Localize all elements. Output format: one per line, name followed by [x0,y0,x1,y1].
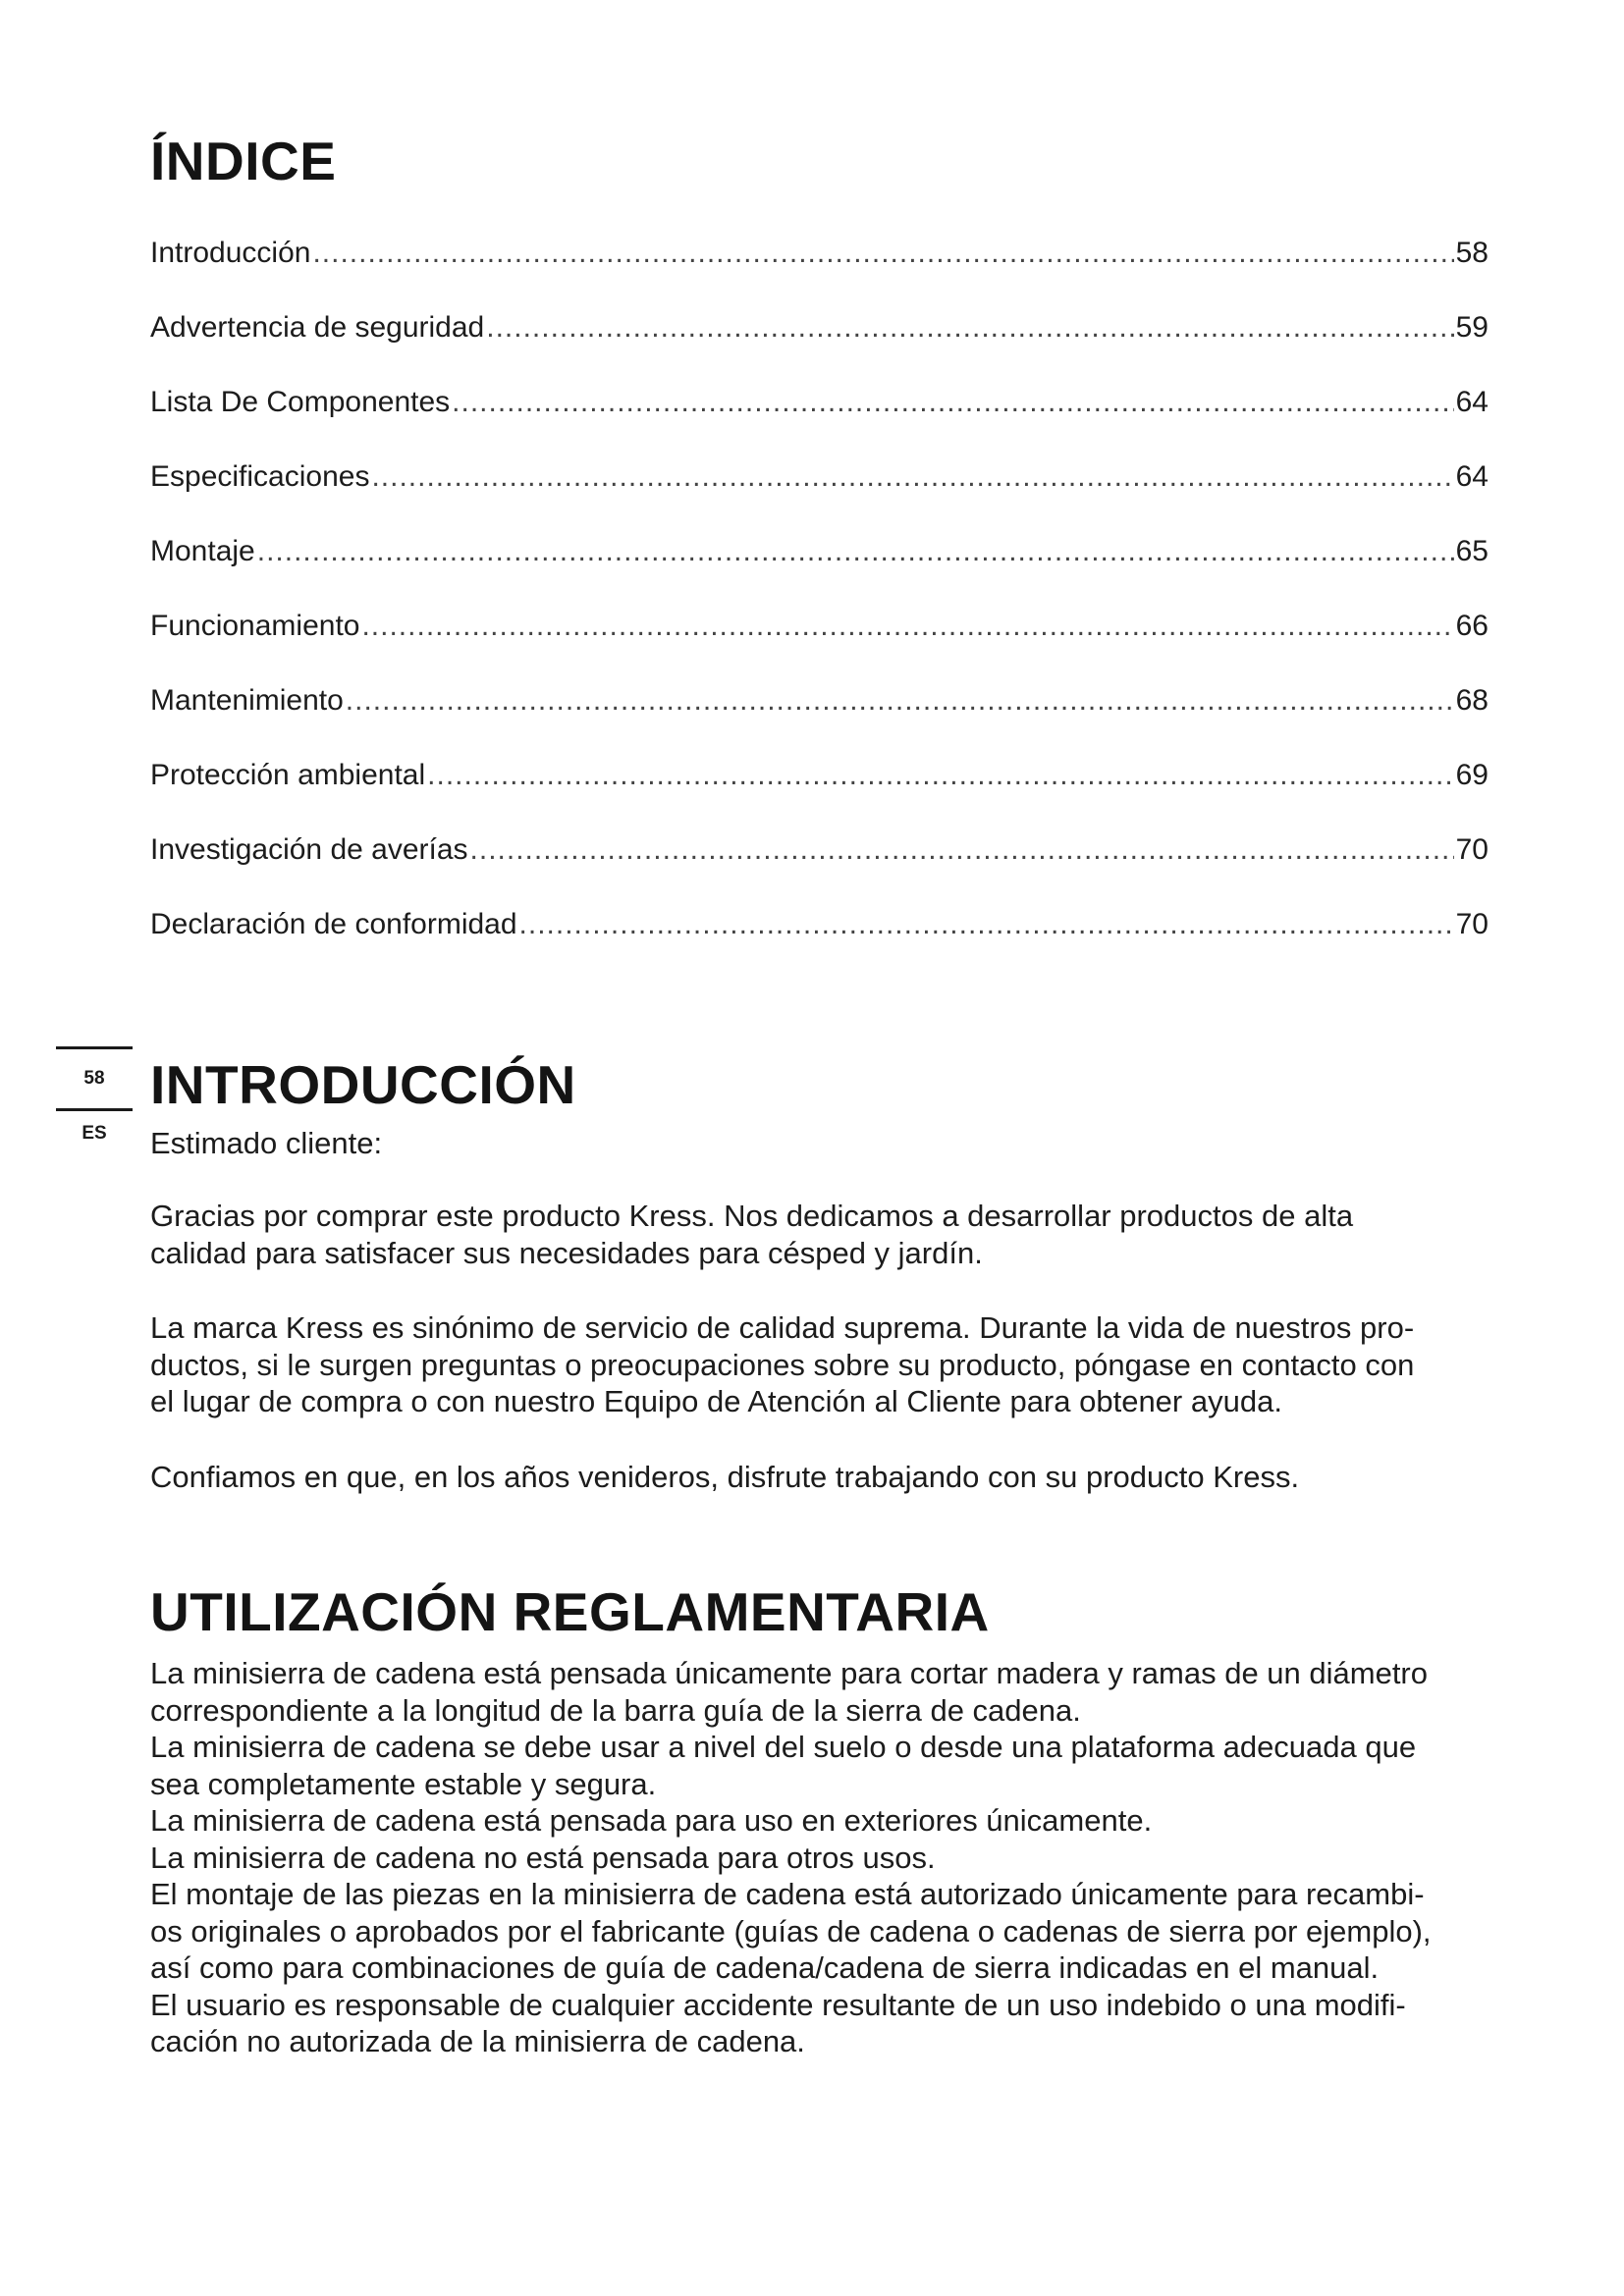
toc-entry-label: Introducción [150,237,311,269]
toc-entry[interactable] [150,833,1489,908]
toc-entry[interactable] [150,311,1489,386]
text-line: cación no autorizada de la minisierra de cadena. [150,2024,805,2058]
text-line: sea completamente estable y segura. [150,1766,657,1801]
toc-entry-page: 70 [1455,833,1489,866]
toc-leader-dots [519,908,1454,941]
toc-entry[interactable] [150,759,1489,833]
toc-entry-label: Funcionamiento [150,610,360,642]
text-line: Confiamos en que, en los años venideros, disfrute trabajando con su producto Kress. [150,1460,1300,1494]
toc-leader-dots [486,311,1453,345]
text-line: Gracias por comprar este producto Kress. Nos dedicamos a desarrollar productos de alta [150,1199,1354,1233]
text-line: ductos, si le surgen preguntas o preocupaciones sobre su producto, póngase en contacto con [150,1347,1415,1382]
toc-entry-page: 64 [1455,386,1489,418]
intro-greeting: Estimado cliente: [150,1126,383,1160]
toc-entry-label: Investigación de averías [150,833,468,866]
intended-use-body [150,1655,1495,2060]
toc-entry-label: Montaje [150,535,255,567]
table-of-contents [150,237,1489,983]
toc-leader-dots [452,386,1453,419]
intended-use-title: UTILIZACIÓN REGLAMENTARIA [150,1581,990,1642]
toc-entry-label: Declaración de conformidad [150,908,517,940]
text-line: el lugar de compra o con nuestro Equipo de Atención al Cliente para obtener ayuda. [150,1384,1282,1418]
toc-entry-page: 70 [1455,908,1489,940]
text-line: calidad para satisfacer sus necesidades para césped y jardín. [150,1235,983,1270]
toc-entry-label: Protección ambiental [150,759,426,791]
text-line: La minisierra de cadena está pensada únicamente para cortar madera y ramas de un diámetro [150,1656,1429,1690]
intro-paragraph-2 [150,1309,1495,1420]
toc-entry-page: 68 [1455,684,1489,717]
toc-leader-dots [361,610,1453,643]
toc-entry-page: 69 [1455,759,1489,791]
text-line: El usuario es responsable de cualquier accidente resultante de un uso indebido o una modifi- [150,1987,1406,2022]
toc-entry[interactable] [150,535,1489,610]
toc-leader-dots [371,460,1453,494]
toc-entry-label: Especificaciones [150,460,370,493]
page-number: 58 [83,1068,105,1089]
text-line: La minisierra de cadena se debe usar a nivel del suelo o desde una plataforma adecuada que [150,1730,1417,1764]
side-tab-rule-top [56,1046,133,1049]
toc-title: ÍNDICE [150,131,337,191]
toc-entry[interactable] [150,908,1489,983]
toc-entry-page: 65 [1455,535,1489,567]
toc-entry-page: 59 [1455,311,1489,344]
toc-leader-dots [312,237,1453,270]
toc-leader-dots [346,684,1454,718]
text-line: os originales o aprobados por el fabricante (guías de cadena o cadenas de sierra por ejemplo), [150,1913,1432,1949]
toc-leader-dots [427,759,1453,792]
toc-entry[interactable] [150,386,1489,460]
intro-paragraph-3 [150,1459,1495,1496]
toc-entry-label: Advertencia de seguridad [150,311,485,344]
text-line: así como para combinaciones de guía de cadena/cadena de sierra indicadas en el manual. [150,1950,1380,1985]
language-code: ES [81,1123,107,1144]
text-line: correspondiente a la longitud de la barra guía de la sierra de cadena. [150,1692,1081,1728]
toc-entry-page: 64 [1455,460,1489,493]
toc-entry[interactable] [150,460,1489,535]
toc-entry-label: Lista De Componentes [150,386,451,418]
side-tab-rule-bottom [56,1108,133,1111]
toc-entry-page: 58 [1455,237,1489,269]
toc-entry[interactable] [150,684,1489,759]
toc-entry-label: Mantenimiento [150,684,344,717]
text-line: La marca Kress es sinónimo de servicio de calidad suprema. Durante la vida de nuestros pro- [150,1310,1415,1345]
text-line: El montaje de las piezas en la minisierra de cadena está autorizado únicamente para recambi- [150,1877,1425,1911]
toc-entry-page: 66 [1455,610,1489,642]
toc-leader-dots [257,535,1454,568]
toc-entry[interactable] [150,610,1489,684]
intro-title: INTRODUCCIÓN [150,1054,576,1115]
toc-entry[interactable] [150,237,1489,311]
intro-paragraph-1 [150,1198,1495,1271]
text-line: La minisierra de cadena está pensada para uso en exteriores únicamente. [150,1803,1153,1838]
toc-leader-dots [470,833,1454,867]
text-line: La minisierra de cadena no está pensada para otros usos. [150,1840,936,1875]
